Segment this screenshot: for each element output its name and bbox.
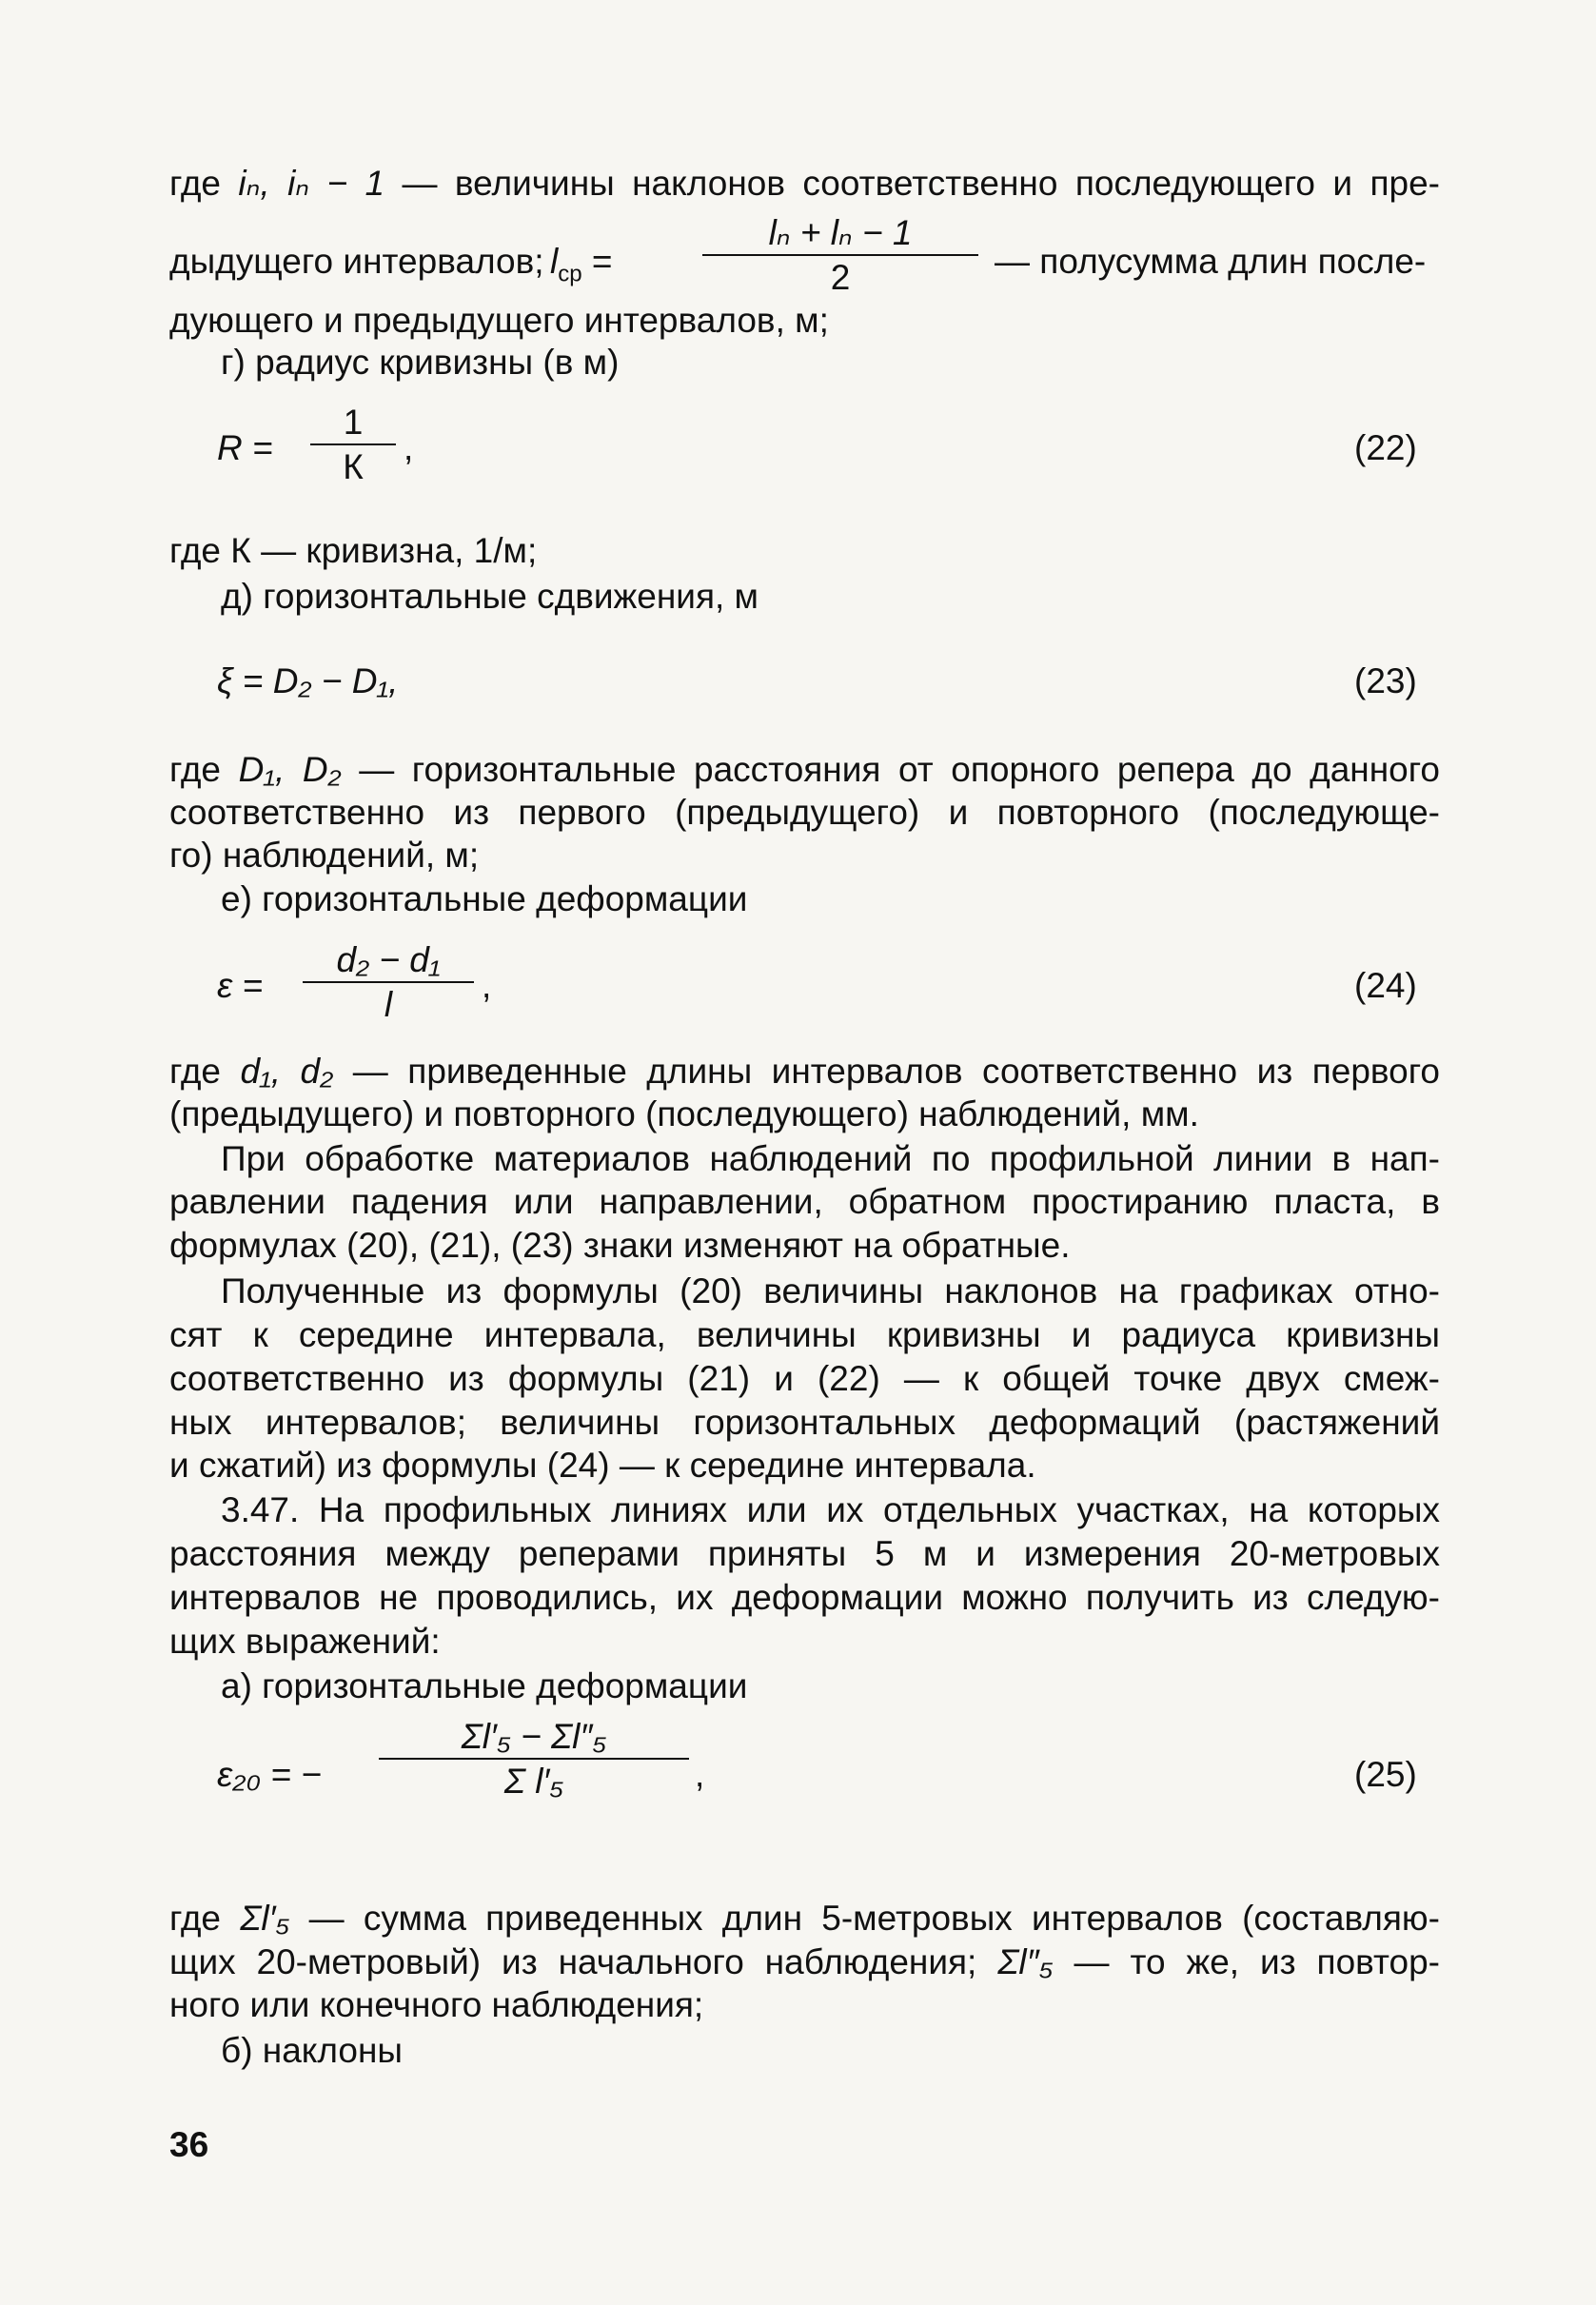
formula-25-comma: , bbox=[695, 1755, 705, 1794]
text-line: где D₁, D₂ — горизонтальные расстояния от опорного репера до данного bbox=[169, 750, 1441, 789]
formula-24-lhs: ε = bbox=[217, 966, 264, 1005]
formula-l-avg-fraction: lₙ + lₙ − 1 2 bbox=[702, 215, 978, 295]
formula-24-fraction: d₂ − d₁ l bbox=[303, 942, 474, 1022]
paragraph-line: ных интервалов; величины горизонтальных деформаций (растяжений bbox=[169, 1403, 1440, 1442]
page-number: 36 bbox=[169, 2125, 209, 2164]
formula-22-comma: , bbox=[404, 428, 414, 467]
text-line: соответственно из первого (предыдущего) и повторного (последующе- bbox=[169, 793, 1440, 832]
formula-25-lhs: ε₂₀ = − bbox=[217, 1755, 322, 1794]
text-line: — полусумма длин после- bbox=[995, 242, 1427, 281]
text-line: г) радиус кривизны (в м) bbox=[221, 343, 620, 382]
equation-number-22: (22) bbox=[1354, 428, 1417, 467]
text-line: го) наблюдений, м; bbox=[169, 836, 480, 875]
paragraph-line: При обработке материалов наблюдений по профильной линии в нап- bbox=[221, 1139, 1440, 1178]
text-line: дующего и предыдущего интервалов, м; bbox=[169, 301, 829, 340]
text-line: (предыдущего) и повторного (последующего) наблюдений, мм. bbox=[169, 1094, 1199, 1133]
formula-25-fraction: Σl′₅ − Σl″₅ Σ l′₅ bbox=[379, 1719, 689, 1799]
formula-24-comma: , bbox=[482, 966, 492, 1005]
equation-number-25: (25) bbox=[1354, 1755, 1417, 1794]
text-line: где К — кривизна, 1/м; bbox=[169, 531, 538, 570]
formula-l-avg: $l_{ср}$ = bbox=[550, 242, 613, 287]
paragraph-line: щих выражений: bbox=[169, 1622, 441, 1661]
text-line: е) горизонтальные деформации bbox=[221, 879, 748, 918]
text-line: д) горизонтальные сдвижения, м bbox=[221, 577, 759, 616]
paragraph-line: интервалов не проводились, их деформации можно получить из следую- bbox=[169, 1578, 1440, 1617]
text-line: а) горизонтальные деформации bbox=[221, 1666, 748, 1705]
paragraph-line: расстояния между реперами приняты 5 м и измерения 20-метровых bbox=[169, 1534, 1440, 1573]
text-line: щих 20-метровый) из начального наблюдения; Σl″₅ — то же, из повтор- bbox=[169, 1942, 1440, 1981]
paragraph-line: и сжатий) из формулы (24) — к середине интервала. bbox=[169, 1446, 1036, 1485]
paragraph-line: 3.47. На профильных линиях или их отдельных участках, на которых bbox=[221, 1490, 1440, 1529]
text-line: где iₙ, iₙ − 1 — величины наклонов соответственно последующего и пре- bbox=[169, 164, 1441, 203]
paragraph-line: равлении падения или направлении, обратном простиранию пласта, в bbox=[169, 1182, 1440, 1221]
text-line: где d₁, d₂ — приведенные длины интервалов соответственно из первого bbox=[169, 1052, 1440, 1091]
text-line: где Σl′₅ — сумма приведенных длин 5-метровых интервалов (составляю- bbox=[169, 1899, 1440, 1938]
formula-23: ξ = D₂ − D₁, bbox=[217, 661, 399, 700]
paragraph-line: Полученные из формулы (20) величины наклонов на графиках отно- bbox=[221, 1271, 1440, 1310]
paragraph-line: сят к середине интервала, величины кривизны и радиуса кривизны bbox=[169, 1315, 1440, 1354]
formula-22-fraction: 1 К bbox=[310, 404, 396, 484]
text-line: дыдущего интервалов; bbox=[169, 242, 544, 281]
paragraph-line: соответственно из формулы (21) и (22) — к общей точке двух смеж- bbox=[169, 1359, 1440, 1398]
equation-number-24: (24) bbox=[1354, 966, 1417, 1005]
equation-number-23: (23) bbox=[1354, 661, 1417, 700]
formula-22-lhs: R = bbox=[217, 428, 273, 467]
text-line: ного или конечного наблюдения; bbox=[169, 1985, 704, 2024]
text-line: б) наклоны bbox=[221, 2031, 404, 2070]
paragraph-line: формулах (20), (21), (23) знаки изменяют на обратные. bbox=[169, 1226, 1071, 1265]
